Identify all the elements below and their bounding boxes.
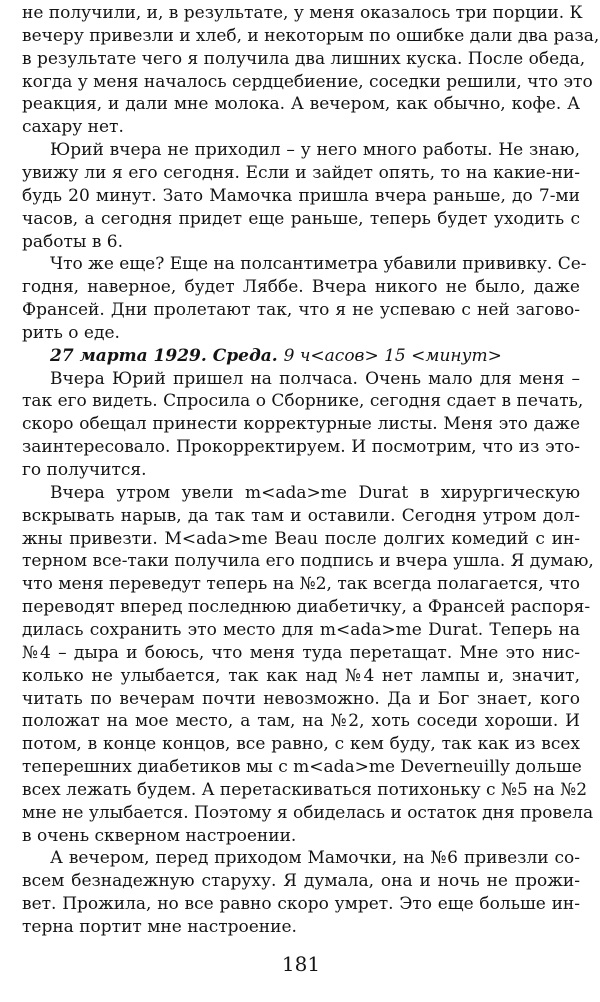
text-line: не получили, и, в результате, у меня оказалось три порции. К (22, 3, 583, 23)
text-line: в результате чего я получила два лишних куска. После обеда, (22, 49, 586, 69)
text-line: Вчера утром увели m<ada>me Durat в хирургическую (50, 483, 580, 503)
text-line: вскрывать нарыв, да так там и оставили. Сегодня утром дол- (22, 506, 580, 526)
text-line: что меня переведут теперь на №2, так всегда полагается, что (22, 574, 580, 594)
text-line: терна портит мне настроение. (22, 917, 297, 937)
text-line: колько не улыбается, так как над №4 нет лампы и, значит, (22, 666, 580, 686)
entry-date: 27 марта 1929. Среда. (50, 346, 278, 366)
text-line: терном все-таки получила его подпись и вчера ушла. Я думаю, (22, 551, 594, 571)
text-line: часов, а сегодня придет еще раньше, теперь будет уходить с (22, 209, 580, 229)
text-line: положат на мое место, а там, на №2, хоть соседи хороши. И (22, 711, 580, 731)
text-line: Франсей. Дни пролетают так, что я не успеваю с ней загово- (22, 300, 580, 320)
text-line: дилась сохранить это место для m<ada>me Durat. Теперь на (22, 620, 580, 640)
text-line: скоро обещал принести корректурные листы. Меня это даже (22, 414, 580, 434)
text-line: в очень скверном настроении. (22, 826, 297, 846)
text-line: работы в 6. (22, 232, 124, 252)
text-line: Вчера Юрий пришел на полчаса. Очень мало для меня – (50, 369, 580, 389)
entry-time: 9 ч<асов> 15 <минут> (283, 346, 502, 366)
page-number: 181 (281, 952, 321, 976)
text-line: мне не улыбается. Поэтому я обиделась и остаток дня провела (22, 803, 594, 823)
text-line: реакция, и дали мне молока. А вечером, как обычно, кофе. А (22, 94, 580, 114)
entry-heading (50, 345, 580, 368)
text-line: сахару нет. (22, 117, 124, 137)
text-line: жны привезти. M<ada>me Beau после долгих комедий с ин- (22, 529, 580, 549)
text-line: всем безнадежную старуху. Я думала, она и ночь не прожи- (22, 871, 580, 891)
text-line: переводят вперед последнюю диабетичку, а Франсей распоря- (22, 597, 591, 617)
book-page (22, 0, 600, 1002)
text-line: А вечером, перед приходом Мамочки, на №6 привезли со- (50, 848, 580, 868)
text-line: читать по вечерам почти невозможно. Да и Бог знает, кого (22, 689, 580, 709)
text-line: Юрий вчера не приходил – у него много работы. Не знаю, (50, 140, 580, 160)
text-line: будь 20 минут. Зато Мамочка пришла вчера раньше, до 7-ми (22, 186, 580, 206)
text-line: Что же еще? Еще на полсантиметра убавили прививку. Се- (50, 254, 587, 274)
text-line: так его видеть. Спросила о Сборнике, сегодня сдает в печать, (22, 391, 584, 411)
text-line: заинтересовало. Прокорректируем. И посмотрим, что из это- (22, 437, 580, 457)
text-line: всех лежать будем. А перетаскиваться потихоньку с №5 на №2 (22, 780, 588, 800)
text-line: вечеру привезли и хлеб, и некоторым по ошибке дали два раза, (22, 26, 600, 46)
text-line: когда у меня началось сердцебиение, соседки решили, что это (22, 72, 593, 92)
text-line: теперешних диабетиков мы с m<ada>me Deverneuilly дольше (22, 757, 582, 777)
text-line: рить о еде. (22, 323, 120, 343)
text-line: №4 – дыра и боюсь, что меня туда перетащат. Мне это нис- (22, 643, 580, 663)
text-line: вет. Прожила, но все равно скоро умрет. Это еще больше ин- (22, 894, 580, 914)
text-line: го получится. (22, 460, 147, 480)
text-line: увижу ли я его сегодня. Если и зайдет опять, то на какие-ни- (22, 163, 580, 183)
text-line: годня, наверное, будет Ляббе. Вчера никого не было, даже (22, 277, 580, 297)
text-line: потом, в конце концов, все равно, с кем буду, так как из всех (22, 734, 580, 754)
